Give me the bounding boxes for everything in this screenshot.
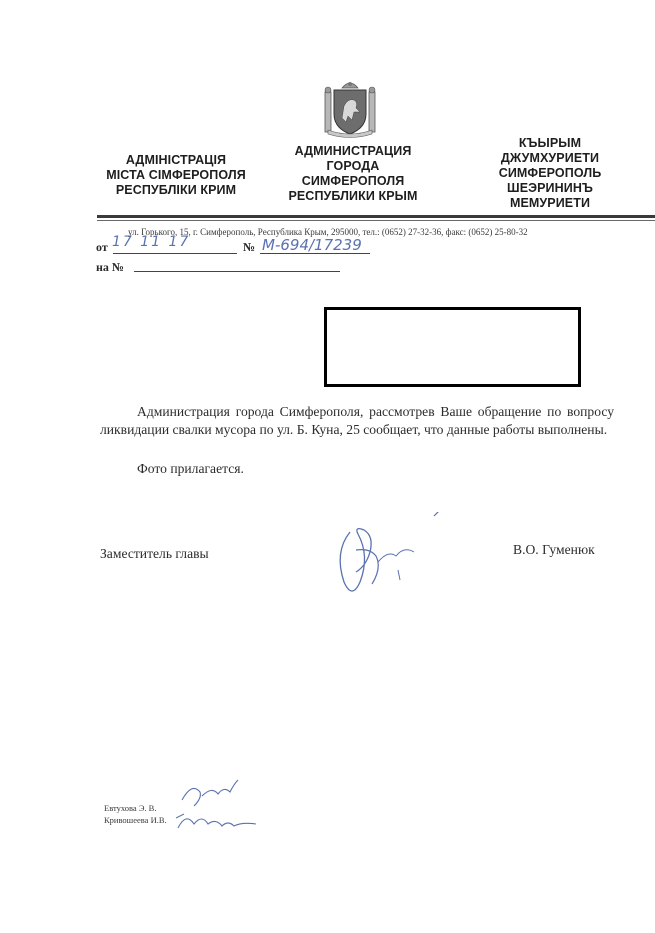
header-divider-thin — [97, 220, 655, 221]
letter-body: Администрация города Симферополя, рассмотрев Ваше обращение по вопросу ликвидации свалки мусора по ул. Б. Куна, 25 сообщает, что данные работы выполнены. — [100, 404, 614, 437]
header-russian — [276, 144, 430, 204]
header-crimean-tatar-line: ДЖУМХУРИЕТИ — [500, 151, 600, 165]
header-crimean-tatar — [462, 136, 638, 211]
header-russian-line: СИМФЕРОПОЛЯ — [301, 174, 405, 188]
header-ukrainian-line: РЕСПУБЛІКИ КРИМ — [115, 183, 237, 197]
header-russian-line: АДМИНИСТРАЦИЯ — [294, 144, 412, 158]
reply-to-underline — [134, 271, 340, 272]
header-crimean-tatar-line: ШЕЭРИНИНЪ — [507, 181, 593, 195]
header-divider — [97, 215, 655, 218]
header-ukrainian — [88, 153, 264, 198]
date-underline — [113, 253, 237, 254]
signatory-position: Заместитель главы — [100, 546, 209, 561]
address-line: ул. Горького, 15, г. Симферополь, Республика Крым, 295000, тел.: (0652) 27-32-36, факс: (0652) 25-80-32 — [128, 227, 528, 237]
header-russian-line: РЕСПУБЛИКИ КРЫМ — [288, 189, 418, 203]
signatory-name: В.О. Гуменюк — [513, 542, 595, 557]
photo-attached-note: Фото прилагается. — [137, 461, 244, 476]
executor-name: Евтухова Э. В. — [104, 803, 157, 813]
executor-name: Кривошеева И.В. — [104, 815, 167, 825]
crimea-coat-of-arms-icon — [322, 78, 378, 138]
header-ukrainian-line: МІСТА СІМФЕРОПОЛЯ — [106, 168, 246, 182]
header-ukrainian-line: АДМІНІСТРАЦІЯ — [125, 153, 227, 167]
executor-initials-signature — [172, 778, 262, 845]
header-crimean-tatar-line: СИМФЕРОПОЛЬ — [498, 166, 602, 180]
handwritten-signature — [330, 512, 450, 607]
header-russian-line: ГОРОДА — [326, 159, 380, 173]
redacted-recipient-box — [324, 307, 581, 387]
reply-to-label: на № — [96, 260, 124, 274]
handwritten-number: М-694/17239 — [262, 236, 362, 254]
number-label: № — [243, 240, 256, 254]
from-label: от — [96, 240, 108, 254]
header-crimean-tatar-line: МЕМУРИЕТИ — [509, 196, 591, 210]
handwritten-date: 17 11 17 — [112, 234, 191, 250]
header-crimean-tatar-line: КЪЫРЫМ — [518, 136, 582, 150]
